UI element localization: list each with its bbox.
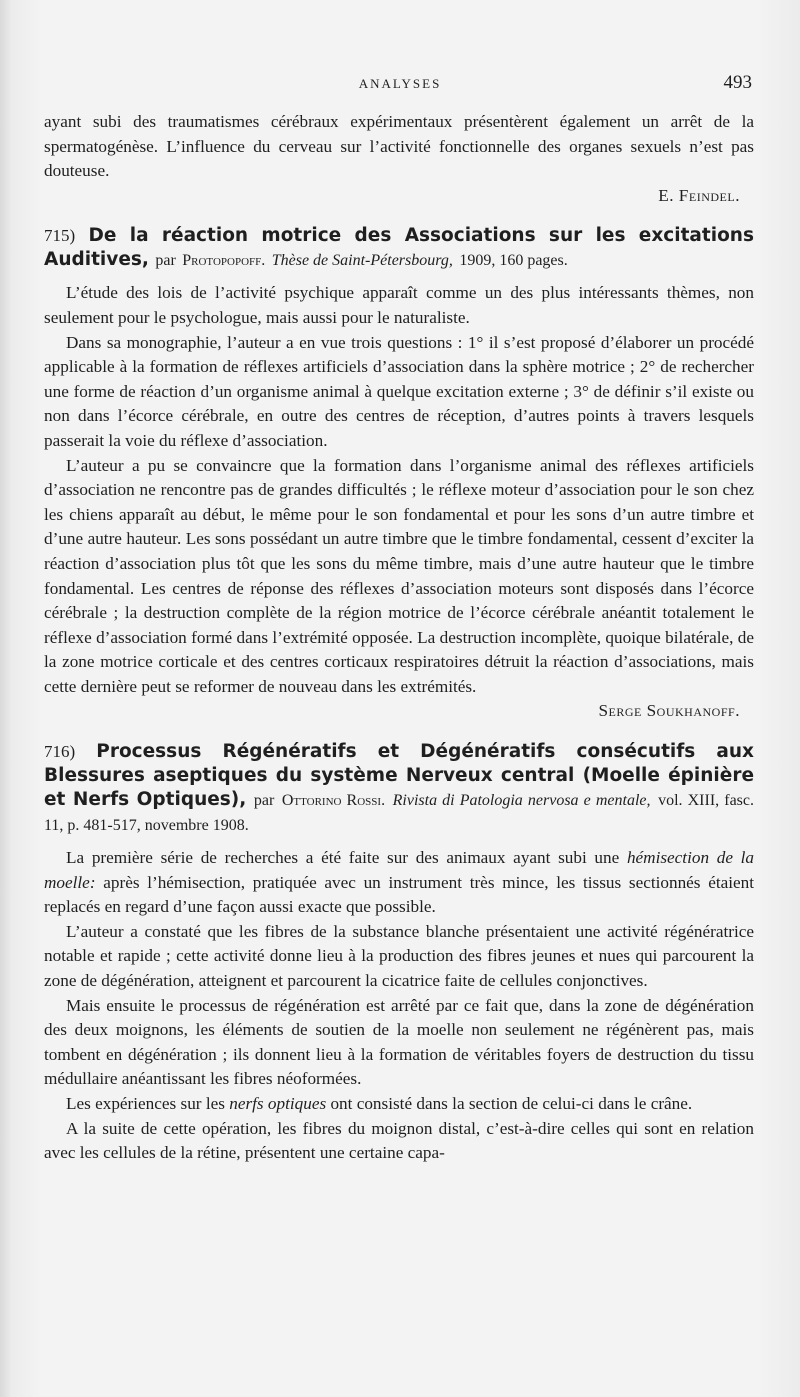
intro-paragraph: ayant subi des traumatismes cérébraux expérimentaux présentèrent également un arrêt de la spermatogénèse. L’influence du cerveau sur l’activité fonctionnelle des organes sexuels n’est pas douteuse. (44, 112, 754, 181)
entry-715-author: Protopopoff. (182, 252, 266, 270)
entry-716 (44, 740, 754, 1166)
entry-716-paragraph: L’auteur a constaté que les fibres de la substance blanche présentaient une activité régénératrice notable et rapide ; cette activité donne lieu à la production des fibres jeunes et nues qui parcourent la zone de dégénération, atteignent et parcourent la cicatrice faite de cellules conjonctives. (44, 921, 754, 991)
signature-soukhanoff: Serge Soukhanoff. (598, 701, 740, 721)
entry-716-heading: 716) Processus Régénératifs et Dégénératifs consécutifs aux Blessures aseptiques du système Nerveux central (Moelle épinière et Nerfs Optiques), par Ottorino Rossi. Rivista di Patologia nervosa e mentale, vol. XIII, fasc. 11, p. 481-517, novembre 1908. (44, 741, 754, 835)
entry-715 (44, 224, 754, 724)
entry-715-source: Thèse de Saint-Pétersbourg, (271, 252, 453, 270)
entry-716-paragraph: Mais ensuite le processus de régénération est arrêté par ce fait que, dans la zone de dégénération des deux moignons, les éléments de soutien de la moelle non seulement ne régénèrent pas, mais tombent en dégénération ; ils donnent lieu à la formation de véritables foyers de destruction du tissu médullaire anéantissant les fibres néoformées. (44, 995, 754, 1089)
entry-715-heading: 715) De la réaction motrice des Associations sur les excitations Auditives, par Protopopoff. Thèse de Saint-Pétersbourg, 1909, 160 pages. (44, 225, 754, 271)
running-title: ANALYSES (358, 76, 442, 91)
entry-716-paragraph: La première série de recherches a été faite sur des animaux ayant subi une hémisection de la moelle: après l’hémisection, pratiquée avec un instrument très mince, les tissus sectionnés étaient replacés en regard d’une façon aussi exacte que possible. (44, 848, 755, 917)
page-number: 493 (723, 72, 752, 93)
entry-715-paragraph: L’étude des lois de l’activité psychique apparaît comme un des plus intéressants thèmes, non seulement pour le psychologue, mais aussi pour le naturaliste. (44, 283, 754, 327)
signature-feindel: E. Feindel. (658, 185, 740, 205)
entry-716-paragraph: Les expériences sur les nerfs optiques ont consisté dans la section de celui-ci dans le crâne. (66, 1094, 693, 1113)
entry-715-details: 1909, 160 pages. (459, 252, 568, 270)
entry-716-title: Processus Régénératifs et Dégénératifs consécutifs aux Blessures aseptiques du système Nerveux central (Moelle épinière et Nerfs Optiques), (44, 741, 754, 811)
entry-715-paragraph: L’auteur a pu se convaincre que la formation dans l’organisme animal des réflexes artificiels d’association ne rencontre pas de grandes difficultés ; le réflexe moteur d’association pour le son chez les chiens apparaît au début, le même pour le son fondamental et pour les sons d’un autre timbre et d’une autre hauteur. Les sons possédant un autre timbre que le timbre fondamental, cessent d’exciter la réaction d’association plus tôt que les sons du même timbre, mais d’une autre hauteur que le timbre fondamental. Les centres de réponse des réflexes d’association moteurs sont disposés dans l’écorce cérébrale ; la destruction complète de la région motrice de l’écorce cérébrale anéantit totalement le réflexe d’association formé dans l’extrémité opposée. La destruction incomplète, quoique bilatérale, de la zone motrice corticale et des centres corticaux respiratoires détruit la réaction d’associations, mais cette dernière peut se reformer de nouveau dans les extrémités. (44, 455, 754, 696)
entry-715-number: 715) (44, 226, 76, 246)
entry-715-title: De la réaction motrice des Associations sur les excitations Auditives, (44, 225, 754, 271)
page-body (44, 110, 754, 1166)
entry-716-paragraph: A la suite de cette opération, les fibres du moignon distal, c’est-à-dire celles qui sont en relation avec les cellules de la rétine, présentent une certaine capa- (44, 1118, 754, 1163)
entry-716-source: Rivista di Patologia nervosa e mentale, (392, 792, 651, 810)
entry-716-author: Ottorino Rossi. (281, 792, 386, 810)
page-header (0, 72, 800, 102)
entry-716-details: vol. XIII, fasc. 11, p. 481-517, novembre 1908. (44, 792, 754, 835)
entry-716-number: 716) (44, 742, 76, 762)
entry-715-paragraph: Dans sa monographie, l’auteur a en vue trois questions : 1° il s’est proposé d’élaborer un procédé applicable à la formation de réflexes artificiels d’association dans la sphère motrice ; 2° de rechercher une forme de réaction d’un organisme animal à quelque excitation externe ; 3° de définir s’il existe ou non dans l’écorce cérébrale, en outre des centres de réception, d’autres points à travers lesquels passerait la voie du réflexe d’association. (44, 332, 754, 450)
